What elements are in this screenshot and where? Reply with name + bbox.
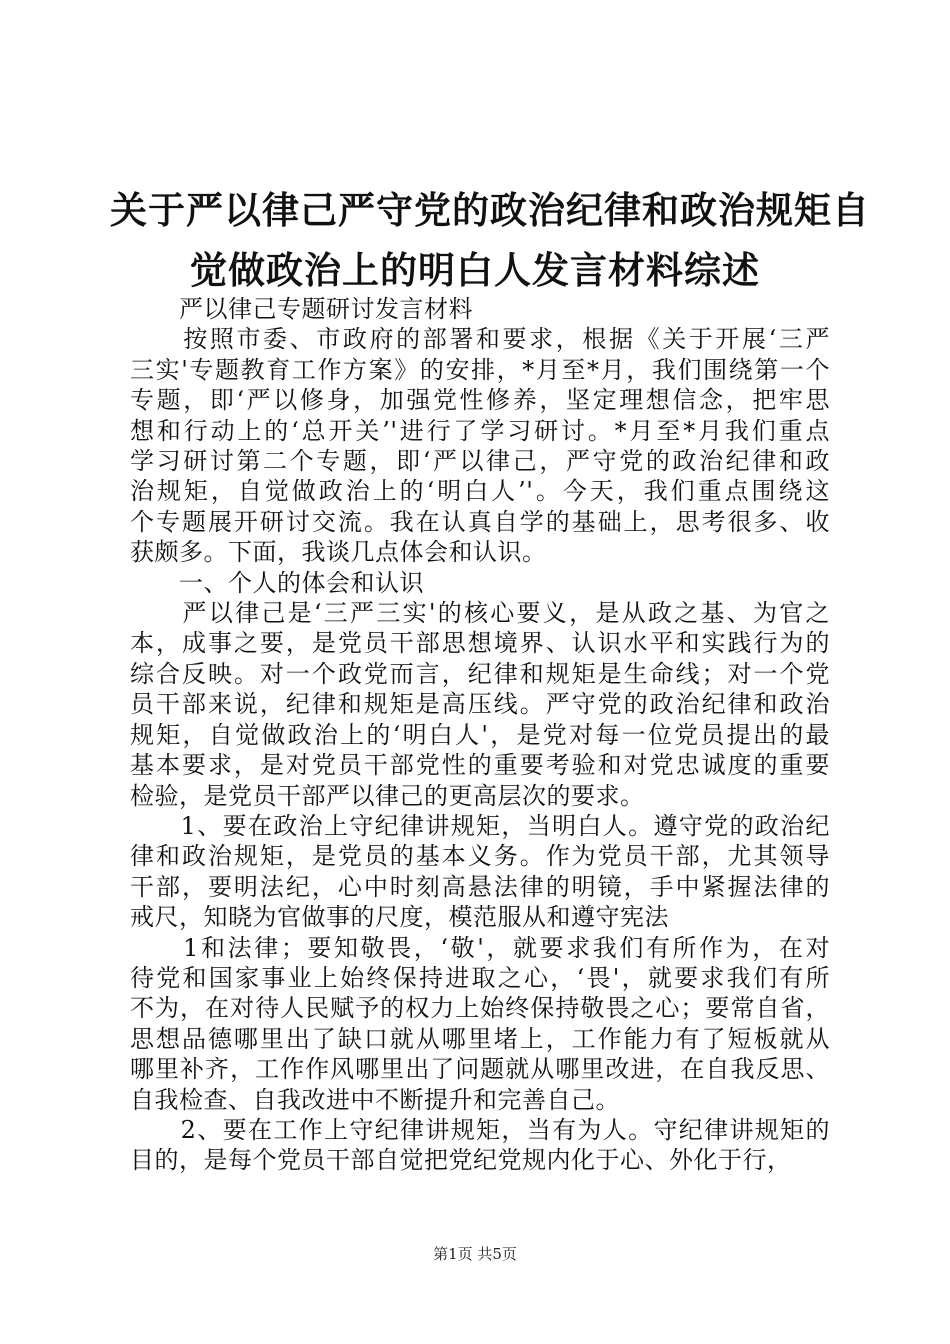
text-line: 检验，是党员干部严以律己的更高层次的要求。 — [130, 781, 645, 810]
text-line: 本，成事之要，是党员干部思想境界、认识水平和实践行为的 — [130, 629, 830, 658]
text-line: 严以律己是‘三严三实'的核心要义，是从政之基、为官之 — [130, 599, 830, 628]
paragraph — [130, 598, 830, 811]
text-line: 综合反映。对一个政党而言，纪律和规矩是生命线；对一个党 — [130, 659, 830, 688]
paragraph — [130, 933, 830, 1115]
text-line: 律和政治规矩，是党员的基本义务。作为党员干部，尤其领导 — [130, 842, 830, 871]
text-line: 治规矩，自觉做政治上的‘明白人’'。今天，我们重点围绕这 — [130, 477, 830, 506]
text-line: 干部，要明法纪，心中时刻高悬法律的明镜，手中紧握法律的 — [130, 872, 830, 901]
text-line: 不为，在对待人民赋予的权力上始终保持敬畏之心；要常自省， — [130, 994, 830, 1023]
paragraph — [130, 324, 830, 567]
text-line: 戒尺，知晓为官做事的尺度，模范服从和遵守宪法 — [130, 903, 669, 932]
text-line: 严以律己专题研讨发言材料 — [130, 295, 473, 323]
text-line: 2、要在工作上守纪律讲规矩，当有为人。守纪律讲规矩的 — [130, 1115, 830, 1144]
text-line: 三实'专题教育工作方案》的安排，*月至*月，我们围绕第一个 — [130, 355, 830, 384]
text-line: 专题，即‘严以修身，加强党性修养，坚定理想信念，把牢思 — [130, 386, 830, 415]
text-line: 获颇多。下面，我谈几点体会和认识。 — [130, 538, 547, 567]
text-line: 按照市委、市政府的部署和要求，根据《关于开展‘三严 — [130, 325, 830, 354]
text-line: 1、要在政治上守纪律讲规矩，当明白人。遵守党的政治纪 — [130, 811, 830, 840]
title-line-1: 关于严以律己严守党的政治纪律和政治规矩自 — [110, 188, 870, 232]
text-line: 想和行动上的‘总开关’'进行了学习研讨。*月至*月我们重点 — [130, 416, 830, 445]
paragraph — [130, 1115, 830, 1176]
text-line: 待党和国家事业上始终保持进取之心，‘畏'，就要求我们有所 — [130, 963, 830, 992]
text-line: 目的，是每个党员干部自觉把党纪党规内化于心、外化于行， — [130, 1146, 792, 1175]
text-line: 自我检查、自我改进中不断提升和完善自己。 — [130, 1085, 620, 1114]
paragraph — [130, 294, 830, 324]
title-line-2: 觉做政治上的明白人发言材料综述 — [190, 248, 760, 292]
text-line: 学习研讨第二个专题，即‘严以律己，严守党的政治纪律和政 — [130, 447, 830, 476]
text-line: 1和法律；要知敬畏，‘敬'，就要求我们有所作为，在对 — [130, 933, 830, 962]
text-line: 思想品德哪里出了缺口就从哪里堵上，工作能力有了短板就从 — [130, 1024, 830, 1053]
text-line: 一、个人的体会和认识 — [130, 568, 424, 597]
text-line: 哪里补齐，工作作风哪里出了问题就从哪里改进，在自我反思、 — [130, 1055, 830, 1084]
document-title — [110, 180, 870, 300]
text-line: 规矩，自觉做政治上的‘明白人'，是党对每一位党员提出的最 — [130, 720, 830, 749]
document-body — [130, 294, 830, 1176]
paragraph — [130, 568, 830, 598]
page-footer: 第1页 共5页 — [433, 1245, 517, 1263]
text-line: 基本要求，是对党员干部党性的重要考验和对党忠诚度的重要 — [130, 751, 830, 780]
paragraph — [130, 811, 830, 933]
text-line: 员干部来说，纪律和规矩是高压线。严守党的政治纪律和政治 — [130, 690, 830, 719]
text-line: 个专题展开研讨交流。我在认真自学的基础上，思考很多、收 — [130, 507, 830, 536]
